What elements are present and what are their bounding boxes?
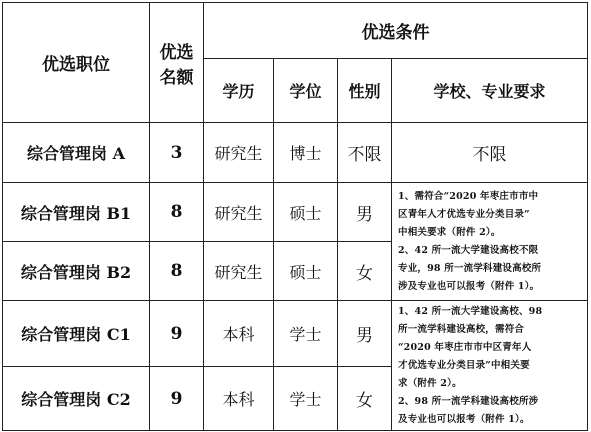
education-cell: 研究生 <box>204 183 274 242</box>
position-cell: 综合管理岗 B2 <box>3 242 150 301</box>
header-quota <box>150 3 204 123</box>
header-position: 优选职位 <box>3 3 150 123</box>
quota-cell: 8 <box>150 183 204 242</box>
quota-cell: 3 <box>150 123 204 183</box>
degree-cell: 硕士 <box>274 183 338 242</box>
req-b-line: 1、需符合“2020 年枣庄市市中 <box>398 190 539 202</box>
gender-cell: 不限 <box>338 123 392 183</box>
school-req-c-cell <box>392 301 588 431</box>
header-quota-line1: 优选 <box>159 42 194 63</box>
gender-cell: 女 <box>338 367 392 431</box>
req-b-line: 区青年人才优选专业分类目录” <box>398 208 530 220</box>
degree-cell: 硕士 <box>274 242 338 301</box>
req-b-line: 2、42 所一流大学建设高校不限 <box>398 244 539 256</box>
header-quota-line2: 名额 <box>159 67 194 88</box>
req-c-line: 才优选专业分类目录”中相关要 <box>398 359 530 371</box>
req-c-line: 所一流学科建设高校，需符合 <box>398 323 525 335</box>
req-c-line: 及专业也可以报考（附件 1）。 <box>398 413 530 425</box>
req-c-line: “2020 年枣庄市市中区青年人 <box>398 341 532 353</box>
position-cell: 综合管理岗 A <box>3 123 150 183</box>
degree-cell: 学士 <box>274 301 338 367</box>
header-gender: 性别 <box>338 59 392 123</box>
position-cell: 综合管理岗 C1 <box>3 301 150 367</box>
table-row <box>3 301 588 367</box>
gender-cell: 女 <box>338 242 392 301</box>
req-c-line: 1、42 所一流大学建设高校、98 <box>398 305 543 317</box>
header-conditions: 优选条件 <box>204 3 588 59</box>
req-c-line: 求（附件 2）。 <box>398 377 462 389</box>
req-c-line: 2、98 所一流学科建设高校所涉 <box>398 395 539 407</box>
req-b-line: 涉及专业也可以报考（附件 1）。 <box>398 280 540 292</box>
table-row <box>3 183 588 242</box>
req-b-line: 中相关要求（附件 2）。 <box>398 226 501 238</box>
education-cell: 本科 <box>204 301 274 367</box>
quota-cell: 8 <box>150 242 204 301</box>
school-req-b-cell <box>392 183 588 301</box>
position-cell: 综合管理岗 B1 <box>3 183 150 242</box>
recruitment-table <box>2 2 588 431</box>
position-cell: 综合管理岗 C2 <box>3 367 150 431</box>
header-education: 学历 <box>204 59 274 123</box>
header-degree: 学位 <box>274 59 338 123</box>
education-cell: 研究生 <box>204 242 274 301</box>
gender-cell: 男 <box>338 183 392 242</box>
header-school-req: 学校、专业要求 <box>392 59 588 123</box>
quota-cell: 9 <box>150 367 204 431</box>
school-req-cell: 不限 <box>392 123 588 183</box>
degree-cell: 学士 <box>274 367 338 431</box>
quota-cell: 9 <box>150 301 204 367</box>
degree-cell: 博士 <box>274 123 338 183</box>
table-row <box>3 123 588 183</box>
education-cell: 本科 <box>204 367 274 431</box>
education-cell: 研究生 <box>204 123 274 183</box>
gender-cell: 男 <box>338 301 392 367</box>
req-b-line: 专业，98 所一流学科建设高校所 <box>398 262 542 274</box>
